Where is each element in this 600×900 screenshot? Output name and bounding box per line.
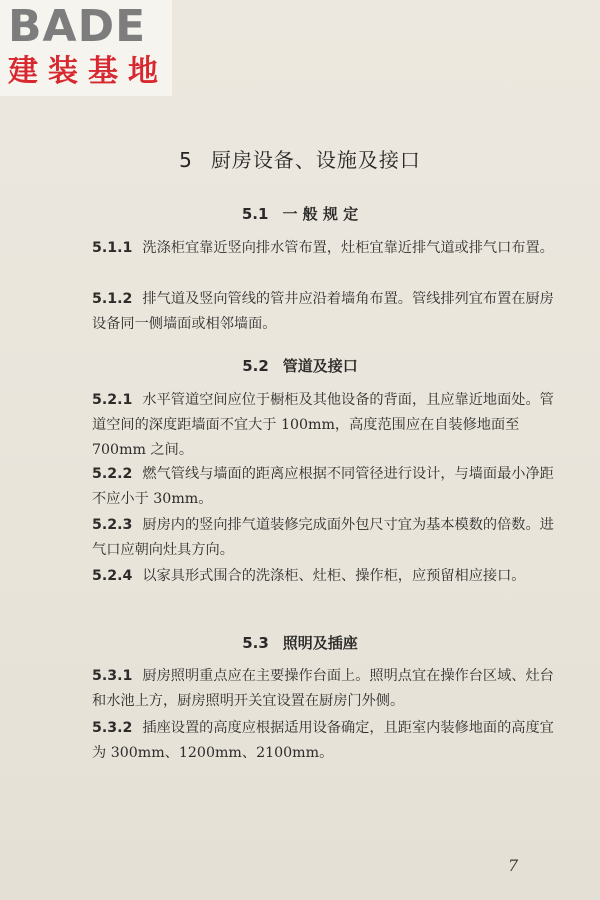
clause-number: 5.1.1 xyxy=(92,240,133,256)
clause-number: 5.3.1 xyxy=(92,668,133,684)
clause-text: 排气道及竖向管线的管井应沿着墙角布置。管线排列宜布置在厨房设备同一侧墙面或相邻墙面。 xyxy=(92,291,554,332)
section-title-text: 照明及插座 xyxy=(282,634,358,652)
clause-text: 以家具形式围合的洗涤柜、灶柜、操作柜，应预留相应接口。 xyxy=(142,568,526,584)
clause-number: 5.1.2 xyxy=(92,291,133,307)
section-title xyxy=(0,632,600,653)
logo-wordmark: BADE xyxy=(8,1,147,52)
clause-number: 5.3.2 xyxy=(92,720,133,736)
clause-number: 5.2.3 xyxy=(92,517,133,533)
section-number: 5.3 xyxy=(242,634,269,652)
chapter-title-text: 厨房设备、设施及接口 xyxy=(210,148,421,172)
clause xyxy=(92,564,560,589)
clause-number: 5.2.4 xyxy=(92,568,133,584)
chapter-number: 5 xyxy=(179,148,193,172)
logo-subtitle: 建装基地 xyxy=(8,54,168,89)
clause xyxy=(92,513,560,563)
section-title xyxy=(0,355,600,376)
clause xyxy=(92,287,560,337)
bade-logo xyxy=(0,0,172,96)
clause xyxy=(92,388,560,463)
section-title-text: 一 般 规 定 xyxy=(282,205,359,223)
chapter-title xyxy=(0,144,600,173)
clause xyxy=(92,664,560,714)
clause-number: 5.2.1 xyxy=(92,392,133,408)
clause-text: 水平管道空间应位于橱柜及其他设备的背面，且应靠近地面处。管道空间的深度距墙面不宜大于 100mm，高度范围应在自装修地面至 700mm 之间。 xyxy=(92,392,554,458)
section-title xyxy=(0,203,600,224)
page-number: 7 xyxy=(508,856,519,875)
clause xyxy=(92,716,560,766)
clause-text: 燃气管线与墙面的距离应根据不同管径进行设计，与墙面最小净距不应小于 30mm。 xyxy=(92,466,554,507)
clause-number: 5.2.2 xyxy=(92,466,133,482)
clause-text: 厨房内的竖向排气道装修完成面外包尺寸宜为基本模数的倍数。进气口应朝向灶具方向。 xyxy=(92,517,554,558)
section-number: 5.2 xyxy=(242,357,269,375)
clause-text: 厨房照明重点应在主要操作台面上。照明点宜在操作台区域、灶台和水池上方，厨房照明开关宜设置在厨房门外侧。 xyxy=(92,668,554,709)
clause xyxy=(92,462,560,512)
clause-text: 洗涤柜宜靠近竖向排水管布置，灶柜宜靠近排气道或排气口布置。 xyxy=(142,240,554,256)
section-title-text: 管道及接口 xyxy=(282,357,358,375)
section-number: 5.1 xyxy=(241,205,269,223)
clause-text: 插座设置的高度应根据适用设备确定，且距室内装修地面的高度宜为 300mm、1200mm、2100mm。 xyxy=(92,720,554,761)
clause xyxy=(92,236,560,261)
